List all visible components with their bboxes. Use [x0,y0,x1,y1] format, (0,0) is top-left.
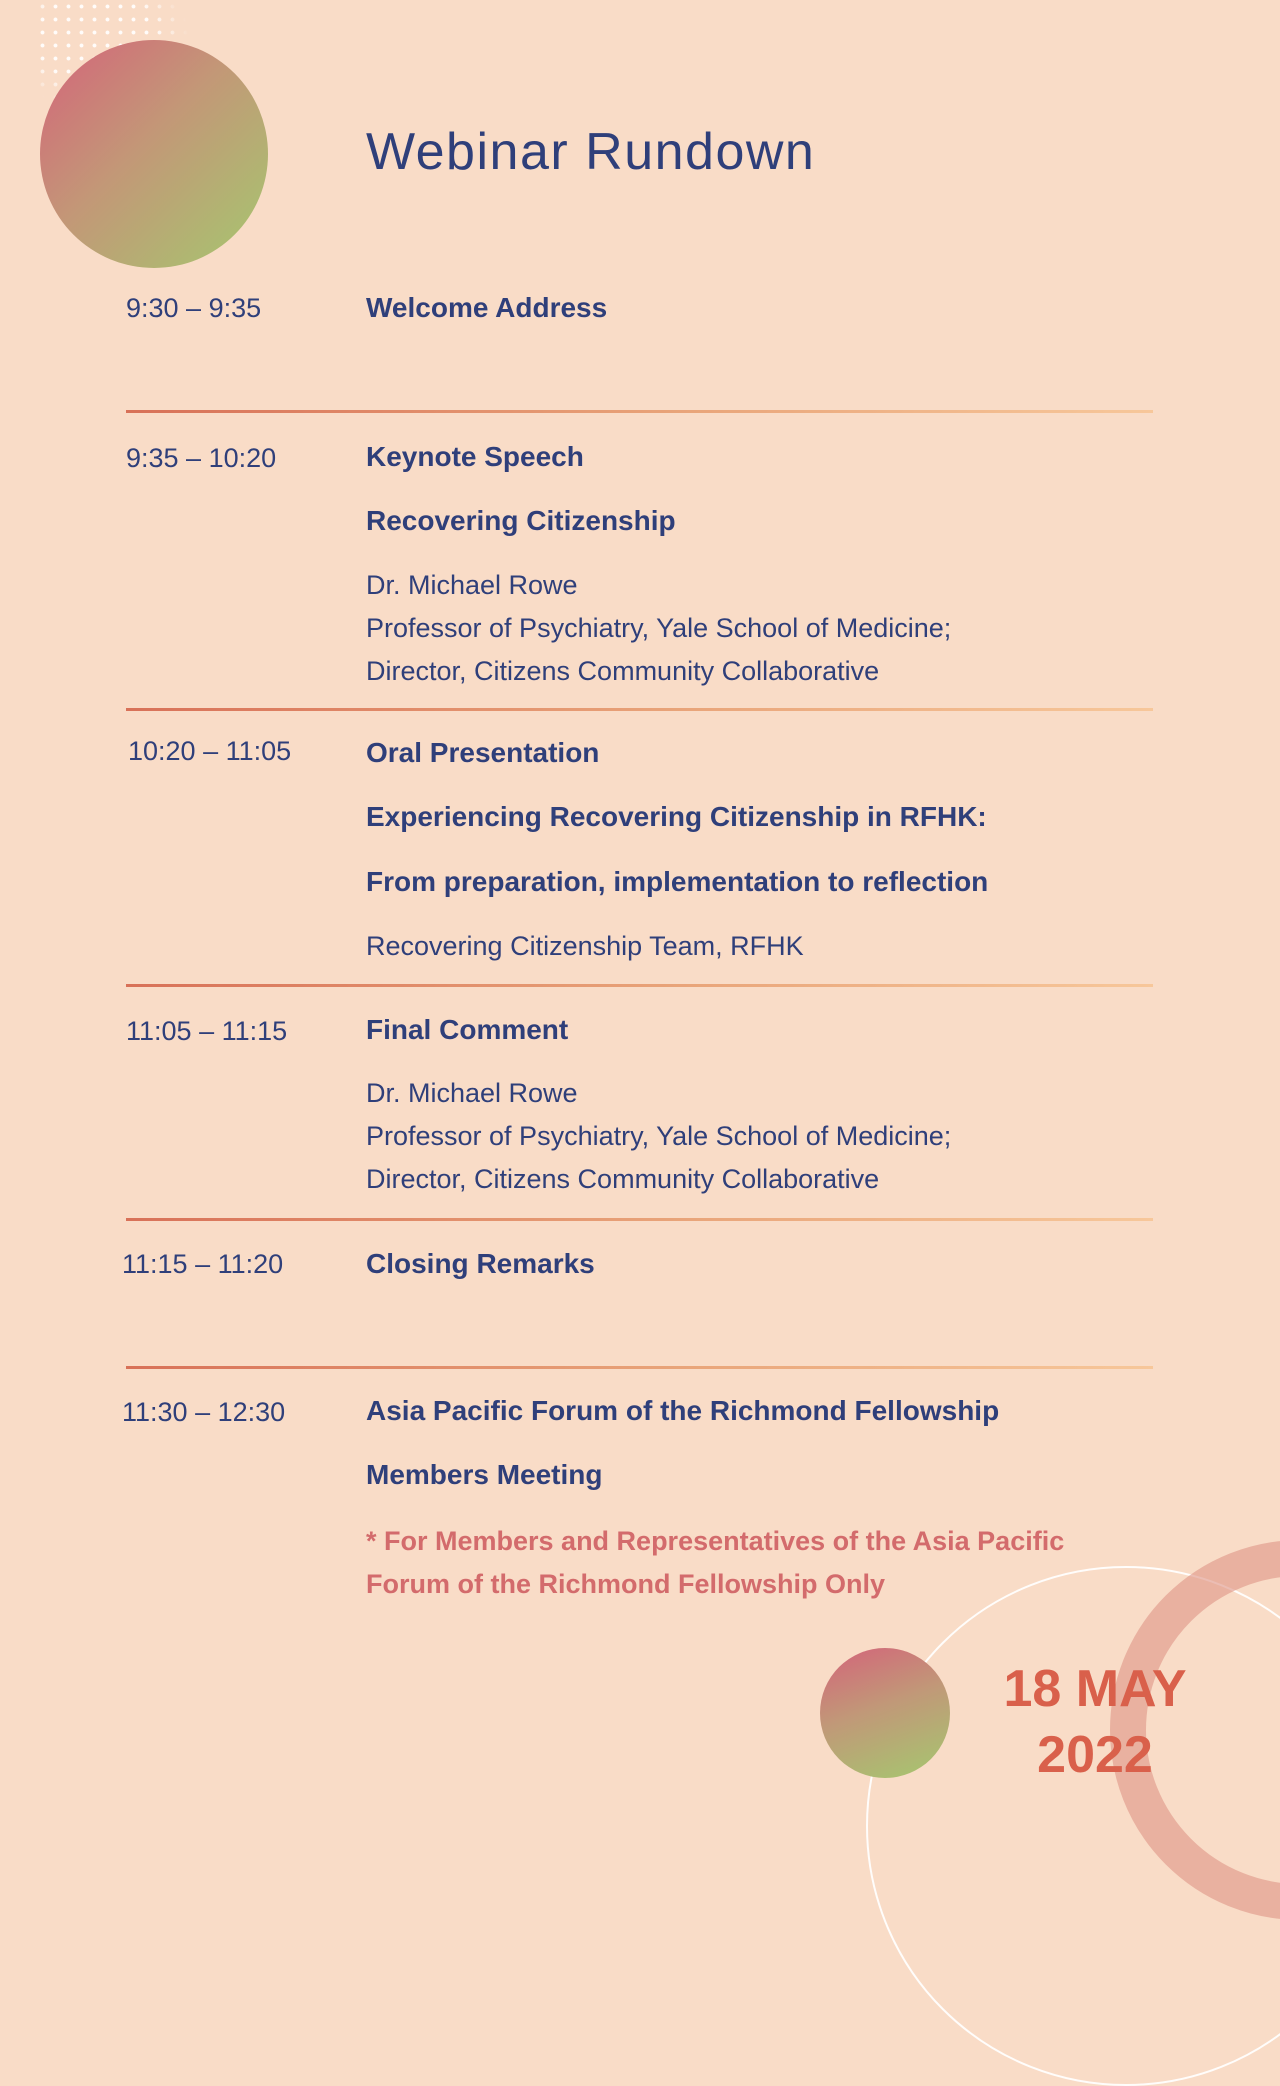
session-title: Closing Remarks [366,1248,595,1279]
speaker-info [366,925,804,968]
note-line: * For Members and Representatives of the Asia Pacific [366,1526,1065,1556]
page-title: Webinar Rundown [366,123,816,181]
divider [126,984,1153,987]
speaker-info [366,564,951,693]
session-type: Keynote Speech [366,441,584,472]
session-time: 11:15 – 11:20 [122,1249,284,1279]
speaker-name: Dr. Michael Rowe [366,1078,578,1108]
speaker-name: Dr. Michael Rowe [366,570,578,600]
session-time: 10:20 – 11:05 [128,736,292,766]
event-date [990,1656,1200,1788]
session-time: 11:05 – 11:15 [126,1016,288,1046]
session-title-line: Experiencing Recovering Citizenship in RFHK: [366,801,987,832]
session-type: Oral Presentation [366,737,600,768]
date-year: 2022 [1037,1726,1153,1784]
speaker-name: Recovering Citizenship Team, RFHK [366,931,804,961]
outline-ring [866,1566,1280,2086]
date-day-month: 18 MAY [1003,1660,1187,1718]
session-title-line: Asia Pacific Forum of the Richmond Fellowship [366,1395,1000,1426]
members-only-note [366,1520,1064,1606]
note-line: Forum of the Richmond Fellowship Only [366,1569,885,1599]
session-title-line: Members Meeting [366,1459,603,1490]
divider [126,410,1153,413]
speaker-role: Professor of Psychiatry, Yale School of Medicine; [366,1121,952,1151]
speaker-role: Professor of Psychiatry, Yale School of Medicine; [366,613,952,643]
session-time: 9:30 – 9:35 [126,293,262,323]
speaker-info [366,1072,951,1201]
session-time: 9:35 – 10:20 [126,443,277,473]
gradient-circle-large [40,40,268,268]
session-title: Recovering Citizenship [366,505,676,536]
session-title: Final Comment [366,1014,569,1045]
session-time: 11:30 – 12:30 [122,1397,286,1427]
session-title-line: From preparation, implementation to reflection [366,866,989,897]
divider [126,1366,1153,1369]
gradient-circle-small [820,1648,950,1778]
speaker-role: Director, Citizens Community Collaborative [366,1164,880,1194]
session-title: Welcome Address [366,292,608,323]
divider [126,1218,1153,1221]
divider [126,708,1153,711]
speaker-role: Director, Citizens Community Collaborative [366,656,880,686]
dot-pattern [36,0,188,110]
